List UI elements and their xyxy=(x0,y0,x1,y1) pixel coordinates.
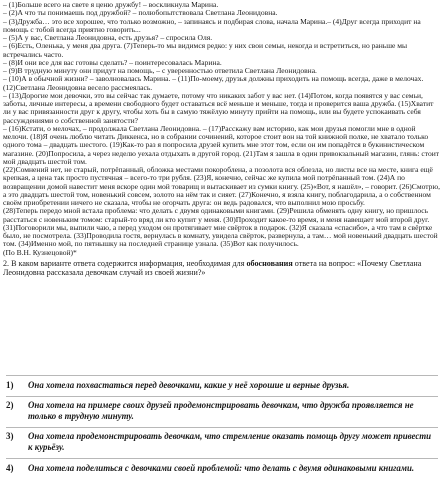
question-text xyxy=(3,259,442,277)
passage-paragraph-16: – (16)Кстати, о мелочах, – продолжала Светлана Леонидовна. – (17)Расскажу вам историю, как мои друзья помогли мне в одной мелочи. (18)Я очень люблю читать Диккенса, но в собрании сочинений, которое стоит вон на той книжной полке, не хватало только одного тома – двадцать шестого. (19)Как-то раз я попросила друзей купить мне этот том, если он им попадётся в букинистическом магазине. (20)Попросила, а через неделю уехала отдыхать в другой город. (21)Там я зашла в один привокзальный магазин, глянь: стоит мой двадцать шестой том. xyxy=(3,123,440,166)
reading-passage xyxy=(3,1,442,257)
passage-line-5: – (5)А у вас, Светлана Леонидовна, есть друзья? – спросила Оля. xyxy=(3,33,213,42)
passage-line-10: – (10)А в обычной жизни? – заволновалась Марина. – (11)По-моему, друзья должны приходить на помощь всегда, даже в мелочах. xyxy=(3,74,424,84)
answer-option-4[interactable] xyxy=(0,463,445,474)
answer-option-3[interactable] xyxy=(0,431,445,453)
passage-paragraph-28: (28)Теперь передо мной встала проблема: что делать с двумя одинаковыми книгами. (29)Решила обменять одну книгу, но пришлось расстаться с новеньким томом: старый-то вряд ли кто купит у меня. (30)Проходит какое-то время, и меня навещает мой второй друг. (31)Поговорили мы, выпили чаю, а перед уходом он протягивает мне свёрток в подарок. (32)Я сказала «спасибо», а что там в свёртке было, не посмотрела. (33)Проводила гостя, вернулась в комнату, увидела свёрток, развернула, а там… мой новенький двадцать шестой том. (34)Именно мой, по пятнышку на последней странице узнала. (35)Вот как получилось. xyxy=(3,206,438,249)
divider xyxy=(6,396,438,397)
answer-option-1[interactable] xyxy=(0,380,445,391)
passage-paragraph-22: (22)Сомнений нет, не старый, потрёпанный, обложка местами покороблена, а позолота вся облезла, но листы все на месте, книга ещё крепкая, а цена так просто пустячная – всего-то три рубля. (23)Я, конечно, сейчас же купила мой потрёпанный том. (24)А по возвращении домой навестит меня вскоре один мой товарищ и вытаскивает из сумки книгу. (25)«Вот, я нашёл», – говорит. (26)Смотрю, а это двадцать шестой том, новенький совсем, золото на нём так и сияет. (27)Конечно, я взяла книгу, поблагодарила, а о собственном своём приобретении ничего не сказала, чтобы не огорчать друга: он ведь радовался, что выполнил мою просьбу. xyxy=(3,165,440,207)
answer-text: Она хотела на примере своих друзей продемонстрировать девочкам, что дружба проявляется не только в трудную минуту. xyxy=(28,400,414,421)
answer-text: Она хотела похвастаться перед девочками, какие у неё хорошие и верные друзья. xyxy=(28,380,350,390)
question-emphasis: обоснования xyxy=(246,258,293,268)
passage-line-6: – (6)Есть, Оленька, у меня два друга. (7)Теперь-то мы видимся редко: у них свои семьи, некогда и встретиться, но раньше мы встречались часто. xyxy=(3,41,408,59)
passage-line-9: – (9)В трудную минуту они придут на помощь, – с уверенностью ответила Светлана Леонидовна. xyxy=(3,66,317,75)
answer-text: Она хотела продемонстрировать девочкам, что стремление оказать помощь другу может привести к курьёзу. xyxy=(28,431,432,452)
divider xyxy=(6,375,438,376)
divider xyxy=(6,427,438,428)
passage-line-8: – (8)И они все для вас готовы сделать? – поинтересовалась Марина. xyxy=(3,57,222,67)
answer-text: Она хотела поделиться с девочками своей проблемой: что делать с двумя одинаковыми книгами. xyxy=(28,463,415,473)
question-prefix: 2. В каком варианте ответа содержится информация, необходимая для xyxy=(3,258,247,268)
passage-line-1: – (1)Больше всего на свете я ценю дружбу! – воскликнула Марина. xyxy=(3,0,219,9)
answer-number: 2) xyxy=(6,400,14,410)
answer-number: 4) xyxy=(6,463,14,473)
passage-line-2: – (2)А что ты понимаешь под дружбой? – полюбопытствовала Светлана Леонидовна. xyxy=(3,8,278,18)
answer-number: 1) xyxy=(6,380,14,390)
passage-line-3: – (3)Дружба… это все хорошее, что только возможно, – запинаясь и подбирая слова, начала Марина.– (4)Друг всегда приходит на помощь с тобой всегда приятно говорить... xyxy=(3,16,421,34)
answer-number: 3) xyxy=(6,431,14,441)
passage-paragraph-13: – (13)Дорогие мои девочки, это вы сейчас так думаете, потому что никаких забот у вас нет. (14)Потом, когда появятся у вас семьи, заботы, личные интересы, а времени свободного будет оставаться всё меньше и меньше, тогда и проверится ваша дружба. (15)Хватит ли у вас привязанности друг к другу, чтобы хоть бы в самую тяжёлую минуту прийти на помощь, или вы будете успокаивать себя рассуждениями о собственной занятости? xyxy=(3,90,434,125)
answer-option-2[interactable] xyxy=(0,400,445,422)
passage-line-12: (12)Светлана Леонидовна весело рассмеялась. xyxy=(3,82,153,92)
divider xyxy=(6,458,438,459)
passage-author: (По В.Н. Кузнецовой)* xyxy=(3,247,77,257)
question-suffix: ответа на вопрос: «Почему Светлана Леонидовна рассказала девочкам случай из своей жизни?» xyxy=(3,258,422,277)
